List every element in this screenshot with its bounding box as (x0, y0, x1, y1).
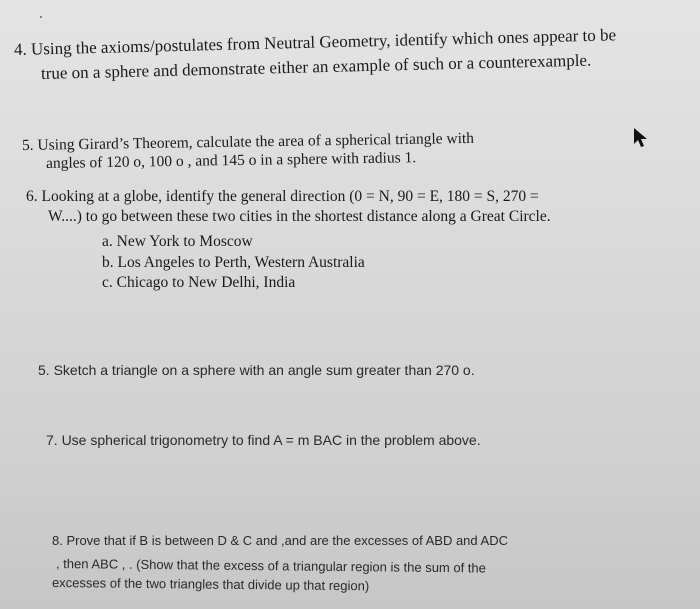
question-6-line-1: 6. Looking at a globe, identify the general direction (0 = N, 90 = E, 180 = S, 270 = (26, 188, 539, 205)
question-4-line-1: 4. Using the axioms/postulates from Neutral Geometry, identify which ones appear to be (13, 25, 617, 59)
question-6-item-a: a. New York to Moscow (102, 233, 253, 250)
question-5-girard-line-2: angles of 120 o, 100 o , and 145 o in a sphere with radius 1. (45, 149, 417, 172)
question-6-item-c: c. Chicago to New Delhi, India (102, 274, 296, 291)
question-7: 7. Use spherical trigonometry to find A = m BAC in the problem above. (46, 432, 481, 448)
question-5-sketch: 5. Sketch a triangle on a sphere with an angle sum greater than 270 o. (38, 362, 475, 378)
question-8-line-1: 8. Prove that if B is between D & C and ,and are the excesses of ABD and ADC (52, 533, 508, 548)
mouse-pointer-icon (632, 126, 650, 150)
question-5-girard-line-1: 5. Using Girard’s Theorem, calculate the area of a spherical triangle with (21, 129, 475, 154)
speck (40, 16, 42, 18)
question-6-line-2: W....) to go between these two cities in the shortest distance along a Great Circle. (48, 208, 551, 225)
question-4-line-2: true on a sphere and demonstrate either an example of such or a counterexample. (40, 50, 592, 83)
question-6-item-b: b. Los Angeles to Perth, Western Australia (102, 254, 365, 271)
question-8-line-2: , then ABC , . (Show that the excess of a triangular region is the sum of the (55, 556, 487, 576)
question-8-line-3: excesses of the two triangles that divide up that region) (51, 575, 370, 594)
